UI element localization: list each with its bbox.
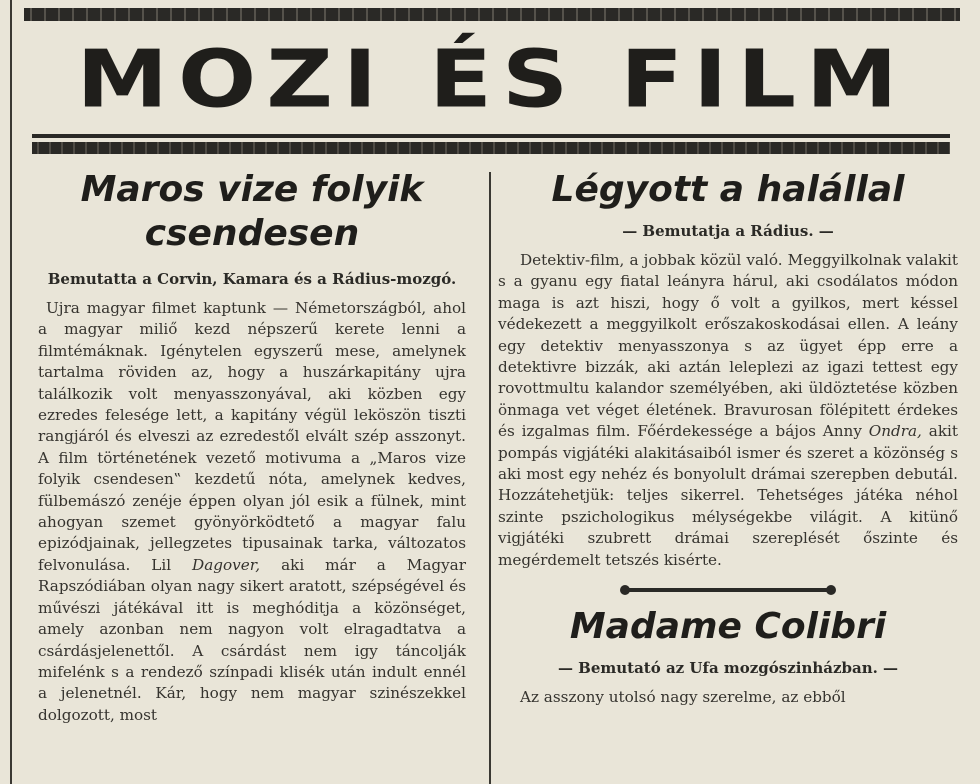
left-margin-rule	[10, 0, 12, 784]
left-body-part2: aki már a Magyar Rapszódiában olyan nagy sikert aratott, szépségével és művészi játékával itt is meghóditja a közönséget, amely azonban nem nagyon volt elragadtatva a csárdásjelenettől. A csárdást nem igy táncolják mifelénk s a rendező színpadi klisék után indult ennél a jelenetnél. Kár, hogy nem magyar szinészekkel dolgozott, most	[38, 555, 467, 724]
third-article-headline: Madame Colibri	[569, 606, 887, 648]
section-masthead	[24, 30, 960, 130]
left-headline-line1: Maros vize folyik	[80, 169, 424, 210]
third-article-body: Az asszony utolsó nagy szerelme, az ebből	[520, 688, 846, 707]
column-divider	[489, 172, 491, 784]
right-body-part1: Detektiv-film, a jobbak közül való. Meggyilkolnak valakit s a gyanu egy fiatal leányra hárul, aki csodálatos módon maga is azt hiszi, hogy ő volt a gyilkos, mert késsel védekezett a meggyilkolt erőszakoskodásai ellen. A leány egy detektiv menyasszonya s az ügyet épp erre a detektivre bizzák, aki aztán leleplezi az igazi tettest egy rovottmultu kalandor személyében, aki üldöztetése közben önmaga vet véget életének. Bravurosan fölépitett érdekes és izgalmas film. Főérdekessége a bájos Anny	[498, 251, 958, 441]
left-column	[38, 160, 466, 726]
left-body-actress-name: Dagover,	[192, 555, 261, 574]
right-column	[498, 160, 958, 709]
masthead-rule-ornamental	[32, 142, 950, 154]
left-article-body	[38, 298, 466, 726]
right-article-subtitle: — Bemutatja a Rádius. —	[622, 222, 834, 240]
third-article-subtitle: — Bemutató az Ufa mozgószinházban. —	[557, 659, 899, 678]
masthead-title: MOZI ÉS FILM	[76, 33, 908, 126]
masthead-rule-thin	[32, 134, 950, 138]
right-body-actress-name: Ondra,	[868, 422, 922, 441]
right-article-headline: Légyott a halállal	[551, 169, 905, 210]
left-article-subtitle: Bemutatta a Corvin, Kamara és a Rádius-mozgó.	[47, 270, 457, 288]
left-headline-line2: csendesen	[144, 213, 360, 254]
top-ornamental-rule	[24, 8, 960, 21]
left-article-headline	[38, 160, 466, 256]
article-separator-ornament	[623, 585, 833, 595]
left-body-part1: Ujra magyar filmet kaptunk — Németországból, ahol a magyar miliő kezd népszerű kerete lenni a filmtémáknak. Igénytelen egyszerű mese, amelynek tartalma röviden az, hogy a huszárkapitány ujra találkozik volt menyasszonyával, aki közben egy ezredes felesége lett, a kapitány végül leköszön tiszti rangjáról és elveszi az ezredestől elvált szép asszonyt. A film történetének vezető motivuma a „Maros vize folyik csendesen‟ kezdetű nóta, amelynek kedves, fülbemászó zenéje éppen olyan jól esik a fülnek, mint ahogyan szemet gyönyörködtető a magyar falu epizódjainak, jellegzetes tipusainak tarka, változatos felvonulása. Lil	[38, 299, 466, 574]
right-article-body	[498, 250, 958, 571]
right-body-part2: akit pompás vigjátéki alakitásaiból ismer és szeret a közönség s aki most egy nehéz és bonyolult drámai szerepben debutál. Hozzátehetjük: teljes sikerrel. Tehetséges játéka néhol szinte pszichologikus mélységekbe világit. A kitünő vigjátéki szubrett drámai szereplését őszinte és megérdemelt tetszés kisérte.	[498, 422, 958, 569]
